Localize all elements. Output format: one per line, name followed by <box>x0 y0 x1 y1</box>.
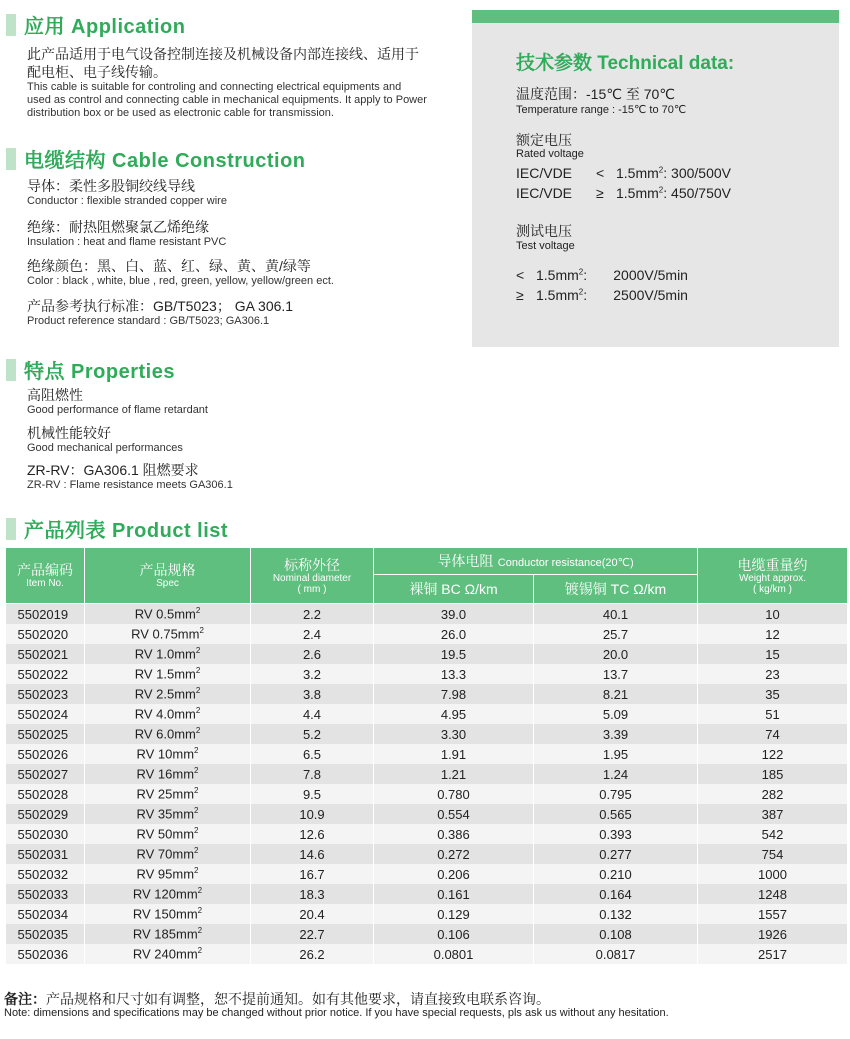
header-spec-zh: 产品规格 <box>139 562 196 578</box>
cell-weight: 1248 <box>698 884 848 904</box>
property-item-en: Good performance of flame retardant <box>27 404 208 416</box>
construction-item-zh: 绝缘颜色：黑、白、蓝、红、绿、黄、黄/绿等 <box>27 258 311 274</box>
properties-title: 特点 Properties <box>24 361 175 383</box>
panel-top-bar <box>472 10 839 23</box>
test-voltage-row <box>516 287 688 303</box>
test-op: ≥ <box>516 287 524 303</box>
cell-spec <box>85 724 251 744</box>
cell-bc: 0.386 <box>374 824 534 844</box>
cell-bc: 1.21 <box>374 764 534 784</box>
property-item <box>27 462 233 492</box>
cell-diameter: 14.6 <box>251 844 374 864</box>
cell-diameter: 2.2 <box>251 604 374 625</box>
table-row <box>6 704 848 724</box>
cell-tc: 40.1 <box>534 604 698 625</box>
properties-heading <box>6 355 175 384</box>
header-tc-label: 镀锡铜 TC Ω/km <box>564 581 667 597</box>
table-row <box>6 724 848 744</box>
cell-tc: 0.565 <box>534 804 698 824</box>
cell-tc: 0.108 <box>534 924 698 944</box>
test-sep: : <box>583 287 588 303</box>
construction-item-zh: 产品参考执行标准：GB/T5023； GA 306.1 <box>27 298 294 314</box>
cell-diameter: 7.8 <box>251 764 374 784</box>
header-resistance-zh: 导体电阻 <box>437 553 494 569</box>
property-item-zh: 机械性能较好 <box>27 425 111 441</box>
cell-tc: 3.39 <box>534 724 698 744</box>
header-spec <box>85 548 251 604</box>
cell-spec-sup: 2 <box>195 666 201 676</box>
cell-bc: 0.129 <box>374 904 534 924</box>
rated-voltage-row <box>516 165 731 181</box>
cell-spec <box>85 644 251 664</box>
construction-item-zh: 绝缘：耐热阻燃聚氯乙烯绝缘 <box>27 219 209 235</box>
temperature-en: Temperature range : -15℃ to 70℃ <box>516 104 687 116</box>
cell-spec <box>85 804 251 824</box>
test-voltage-en: Test voltage <box>516 240 575 252</box>
table-row <box>6 824 848 844</box>
rated-std: IEC/VDE <box>516 185 573 201</box>
header-diameter-unit: ( mm ) <box>297 583 327 595</box>
property-item <box>27 387 208 417</box>
section-marker <box>6 359 16 381</box>
cell-spec-sup: 2 <box>197 926 203 936</box>
cell-bc: 0.106 <box>374 924 534 944</box>
construction-title: 电缆结构 Cable Construction <box>24 150 306 172</box>
test-sep: : <box>583 267 588 283</box>
cell-bc: 0.554 <box>374 804 534 824</box>
cell-weight: 122 <box>698 744 848 764</box>
cell-spec-text: RV 185mm <box>132 926 198 942</box>
cell-bc: 13.3 <box>374 664 534 684</box>
cell-tc: 0.277 <box>534 844 698 864</box>
cell-spec-sup: 2 <box>197 886 203 896</box>
cell-weight: 2517 <box>698 944 848 964</box>
cell-item-no: 5502033 <box>6 884 85 904</box>
test-sup: 2 <box>578 267 584 277</box>
note-label: 备注： <box>4 991 46 1007</box>
cell-spec <box>85 624 251 644</box>
technical-data-panel <box>472 10 839 347</box>
header-weight-en: Weight approx. <box>738 572 807 584</box>
construction-item-en: Product reference standard : GB/T5023; GA306.1 <box>27 315 270 327</box>
cell-weight: 15 <box>698 644 848 664</box>
cell-weight: 1557 <box>698 904 848 924</box>
cell-weight: 74 <box>698 724 848 744</box>
cell-spec <box>85 764 251 784</box>
cell-tc: 0.0817 <box>534 944 698 964</box>
cell-item-no: 5502029 <box>6 804 85 824</box>
application-heading <box>6 10 185 39</box>
cell-diameter: 5.2 <box>251 724 374 744</box>
cell-item-no: 5502035 <box>6 924 85 944</box>
rated-voltage-en: Rated voltage <box>516 148 584 160</box>
cell-item-no: 5502034 <box>6 904 85 924</box>
cell-item-no: 5502032 <box>6 864 85 884</box>
cell-bc: 3.30 <box>374 724 534 744</box>
cell-diameter: 26.2 <box>251 944 374 964</box>
table-row <box>6 884 848 904</box>
note-en: Note: dimensions and specifications may be changed without prior notice. If you have special requests, pls ask us without any hesitation. <box>4 1007 669 1019</box>
header-spec-en: Spec <box>156 578 179 589</box>
cell-spec-sup: 2 <box>195 606 201 616</box>
cell-bc: 0.272 <box>374 844 534 864</box>
cell-tc: 20.0 <box>534 644 698 664</box>
cell-diameter: 16.7 <box>251 864 374 884</box>
product-table <box>5 547 848 964</box>
cell-bc: 0.206 <box>374 864 534 884</box>
cell-spec-text: RV 70mm <box>136 846 195 862</box>
rated-sup: 2 <box>658 185 664 195</box>
header-diameter-zh: 标称外径 <box>284 556 340 573</box>
cell-item-no: 5502028 <box>6 784 85 804</box>
cell-spec-text: RV 10mm <box>136 746 195 762</box>
section-marker <box>6 14 16 36</box>
cell-spec <box>85 904 251 924</box>
cell-diameter: 22.7 <box>251 924 374 944</box>
cell-tc: 0.164 <box>534 884 698 904</box>
cell-item-no: 5502020 <box>6 624 85 644</box>
cell-spec-sup: 2 <box>194 866 199 876</box>
cell-weight: 754 <box>698 844 848 864</box>
cell-spec-sup: 2 <box>195 686 201 696</box>
cell-item-no: 5502026 <box>6 744 85 764</box>
property-item-zh: 高阻燃性 <box>27 387 83 403</box>
property-item-zh: ZR-RV：GA306.1 阻燃要求 <box>27 462 199 478</box>
construction-item-en: Insulation : heat and flame resistant PVC <box>27 236 227 248</box>
construction-item <box>27 178 227 208</box>
note-zh: 产品规格和尺寸如有调整，恕不提前通知。如有其他要求，请直接致电联系咨询。 <box>46 991 550 1007</box>
rated-voltage-zh: 额定电压 <box>516 132 572 148</box>
cell-diameter: 4.4 <box>251 704 374 724</box>
header-diameter <box>251 548 374 604</box>
cell-diameter: 18.3 <box>251 884 374 904</box>
cell-item-no: 5502031 <box>6 844 85 864</box>
rated-std: IEC/VDE <box>516 165 573 181</box>
cell-bc: 19.5 <box>374 644 534 664</box>
cell-diameter: 2.4 <box>251 624 374 644</box>
cell-diameter: 10.9 <box>251 804 374 824</box>
cell-diameter: 20.4 <box>251 904 374 924</box>
cell-bc: 0.0801 <box>374 944 534 964</box>
table-row <box>6 664 848 684</box>
cell-spec <box>85 944 251 964</box>
cell-tc: 5.09 <box>534 704 698 724</box>
cell-item-no: 5502024 <box>6 704 85 724</box>
header-bc <box>374 575 534 604</box>
header-weight <box>698 548 848 604</box>
cell-item-no: 5502030 <box>6 824 85 844</box>
cell-spec-text: RV 150mm <box>132 906 198 922</box>
cell-spec-sup: 2 <box>194 826 199 836</box>
construction-item <box>27 219 226 249</box>
cell-diameter: 6.5 <box>251 744 374 764</box>
cell-spec <box>85 824 251 844</box>
cell-spec <box>85 884 251 904</box>
cell-weight: 10 <box>698 604 848 625</box>
temperature-zh: 温度范围：-15℃ 至 70℃ <box>516 86 676 102</box>
table-row <box>6 764 848 784</box>
cell-bc: 39.0 <box>374 604 534 625</box>
rated-size: 1.5mm <box>616 165 659 181</box>
header-weight-unit: ( kg/km ) <box>753 583 792 595</box>
property-item-en: Good mechanical performances <box>27 442 183 454</box>
table-row <box>6 924 848 944</box>
cell-weight: 1000 <box>698 864 848 884</box>
cell-tc: 1.95 <box>534 744 698 764</box>
cell-weight: 23 <box>698 664 848 684</box>
cell-item-no: 5502023 <box>6 684 85 704</box>
cell-spec-text: RV 2.5mm <box>134 686 196 702</box>
cell-tc: 13.7 <box>534 664 698 684</box>
table-row <box>6 844 848 864</box>
cell-diameter: 3.8 <box>251 684 374 704</box>
rated-size: 1.5mm <box>616 185 659 201</box>
cell-tc: 0.210 <box>534 864 698 884</box>
header-resistance-en: Conductor resistance(20℃) <box>497 557 634 569</box>
test-size: 1.5mm <box>536 287 579 303</box>
cell-diameter: 12.6 <box>251 824 374 844</box>
table-row <box>6 684 848 704</box>
cell-spec-text: RV 16mm <box>136 766 195 782</box>
test-voltage-zh: 测试电压 <box>516 223 572 239</box>
construction-item-en: Color : black , white, blue , red, green, yellow, yellow/green ect. <box>27 275 334 287</box>
rated-op: ≥ <box>596 185 604 201</box>
cell-weight: 51 <box>698 704 848 724</box>
header-item-no <box>6 548 85 604</box>
product-table-body <box>6 604 848 965</box>
rated-value: : 300/500V <box>663 165 731 181</box>
cell-spec <box>85 604 251 625</box>
cell-weight: 1926 <box>698 924 848 944</box>
cell-spec <box>85 684 251 704</box>
cell-spec-sup: 2 <box>194 766 199 776</box>
header-tc <box>534 575 698 604</box>
note-zh-line <box>4 989 550 1009</box>
cell-spec-text: RV 0.5mm <box>134 606 196 622</box>
table-row <box>6 604 848 625</box>
cell-spec-sup: 2 <box>197 906 203 916</box>
cell-tc: 8.21 <box>534 684 698 704</box>
cell-spec <box>85 784 251 804</box>
cell-spec <box>85 844 251 864</box>
cell-spec <box>85 924 251 944</box>
cell-spec-text: RV 240mm <box>132 946 198 962</box>
cell-tc: 25.7 <box>534 624 698 644</box>
table-row <box>6 784 848 804</box>
test-sup: 2 <box>578 287 584 297</box>
cell-spec <box>85 864 251 884</box>
property-item-en: ZR-RV : Flame resistance meets GA306.1 <box>27 479 233 491</box>
cell-spec-text: RV 1.5mm <box>134 666 196 682</box>
rated-voltage-row <box>516 185 731 201</box>
table-row <box>6 864 848 884</box>
rated-op: < <box>596 165 605 181</box>
table-row <box>6 904 848 924</box>
cell-item-no: 5502022 <box>6 664 85 684</box>
header-resistance <box>374 548 698 575</box>
cell-spec-text: RV 1.0mm <box>134 646 196 662</box>
cell-spec-text: RV 25mm <box>136 786 195 802</box>
cell-bc: 26.0 <box>374 624 534 644</box>
table-row <box>6 744 848 764</box>
rated-value: : 450/750V <box>663 185 731 201</box>
rated-sup: 2 <box>658 165 664 175</box>
section-marker <box>6 148 16 170</box>
section-marker <box>6 518 16 540</box>
cell-bc: 1.91 <box>374 744 534 764</box>
cell-tc: 0.132 <box>534 904 698 924</box>
table-row <box>6 804 848 824</box>
property-item <box>27 425 183 455</box>
application-text <box>27 45 427 120</box>
cell-bc: 4.95 <box>374 704 534 724</box>
test-op: < <box>516 267 525 283</box>
cell-spec-text: RV 120mm <box>132 886 198 902</box>
cell-diameter: 2.6 <box>251 644 374 664</box>
cell-bc: 7.98 <box>374 684 534 704</box>
application-zh-line1: 此产品适用于电气设备控制连接及机械设备内部连接线、适用于 <box>27 46 419 62</box>
cell-spec-text: RV 50mm <box>136 826 195 842</box>
table-row <box>6 644 848 664</box>
construction-item-zh: 导体：柔性多股铜绞线导线 <box>27 178 195 194</box>
application-title: 应用 Application <box>24 16 186 38</box>
cell-diameter: 9.5 <box>251 784 374 804</box>
construction-item <box>27 258 334 288</box>
cell-item-no: 5502036 <box>6 944 85 964</box>
application-en-line3: distribution box or be used as electronic cable for transmission. <box>27 107 334 119</box>
table-row <box>6 624 848 644</box>
test-size: 1.5mm <box>536 267 579 283</box>
cell-spec-text: RV 4.0mm <box>134 706 196 722</box>
cell-spec-text: RV 6.0mm <box>134 726 196 742</box>
technical-title: 技术参数 Technical data: <box>516 53 735 74</box>
cell-item-no: 5502021 <box>6 644 85 664</box>
construction-heading <box>6 144 306 173</box>
header-diameter-en: Nominal diameter <box>272 572 352 584</box>
header-item-zh: 产品编码 <box>17 562 73 578</box>
cell-spec-sup: 2 <box>194 786 199 796</box>
cell-spec-sup: 2 <box>194 846 199 856</box>
cell-spec-text: RV 35mm <box>136 806 195 822</box>
cell-spec-sup: 2 <box>195 726 201 736</box>
cell-tc: 1.24 <box>534 764 698 784</box>
cell-spec-sup: 2 <box>195 646 201 656</box>
cell-weight: 282 <box>698 784 848 804</box>
cell-tc: 0.795 <box>534 784 698 804</box>
test-value: 2500V/5min <box>613 287 688 303</box>
product-list-title: 产品列表 Product list <box>24 520 229 542</box>
cell-weight: 185 <box>698 764 848 784</box>
cell-tc: 0.393 <box>534 824 698 844</box>
application-en-line2: used as control and connecting cable in mechanical equipments. It apply to Power <box>27 94 427 106</box>
cell-weight: 12 <box>698 624 848 644</box>
product-list-heading <box>6 514 228 543</box>
cell-spec-sup: 2 <box>194 806 199 816</box>
cell-diameter: 3.2 <box>251 664 374 684</box>
cell-spec-text: RV 95mm <box>136 866 195 882</box>
cell-spec-sup: 2 <box>194 746 199 756</box>
cell-spec <box>85 704 251 724</box>
cell-spec-text: RV 0.75mm <box>131 626 200 642</box>
application-en-line1: This cable is suitable for controling and connecting electrical equipments and <box>27 81 402 93</box>
cell-spec-sup: 2 <box>199 626 204 636</box>
application-zh-line2: 配电柜、电子线传输。 <box>27 64 167 80</box>
cell-item-no: 5502025 <box>6 724 85 744</box>
header-weight-zh: 电缆重量约 <box>737 556 808 573</box>
test-value: 2000V/5min <box>613 267 688 283</box>
cell-bc: 0.780 <box>374 784 534 804</box>
table-row <box>6 944 848 964</box>
cell-bc: 0.161 <box>374 884 534 904</box>
cell-weight: 387 <box>698 804 848 824</box>
test-voltage-row <box>516 267 688 283</box>
construction-item-en: Conductor : flexible stranded copper wire <box>27 195 227 207</box>
cell-weight: 542 <box>698 824 848 844</box>
cell-spec <box>85 664 251 684</box>
construction-item <box>27 298 293 328</box>
cell-spec <box>85 744 251 764</box>
cell-weight: 35 <box>698 684 848 704</box>
header-bc-label: 裸铜 BC Ω/km <box>409 581 498 597</box>
header-item-en: Item No. <box>26 578 64 589</box>
cell-item-no: 5502027 <box>6 764 85 784</box>
cell-spec-sup: 2 <box>197 946 203 956</box>
cell-spec-sup: 2 <box>195 706 201 716</box>
cell-item-no: 5502019 <box>6 604 85 625</box>
